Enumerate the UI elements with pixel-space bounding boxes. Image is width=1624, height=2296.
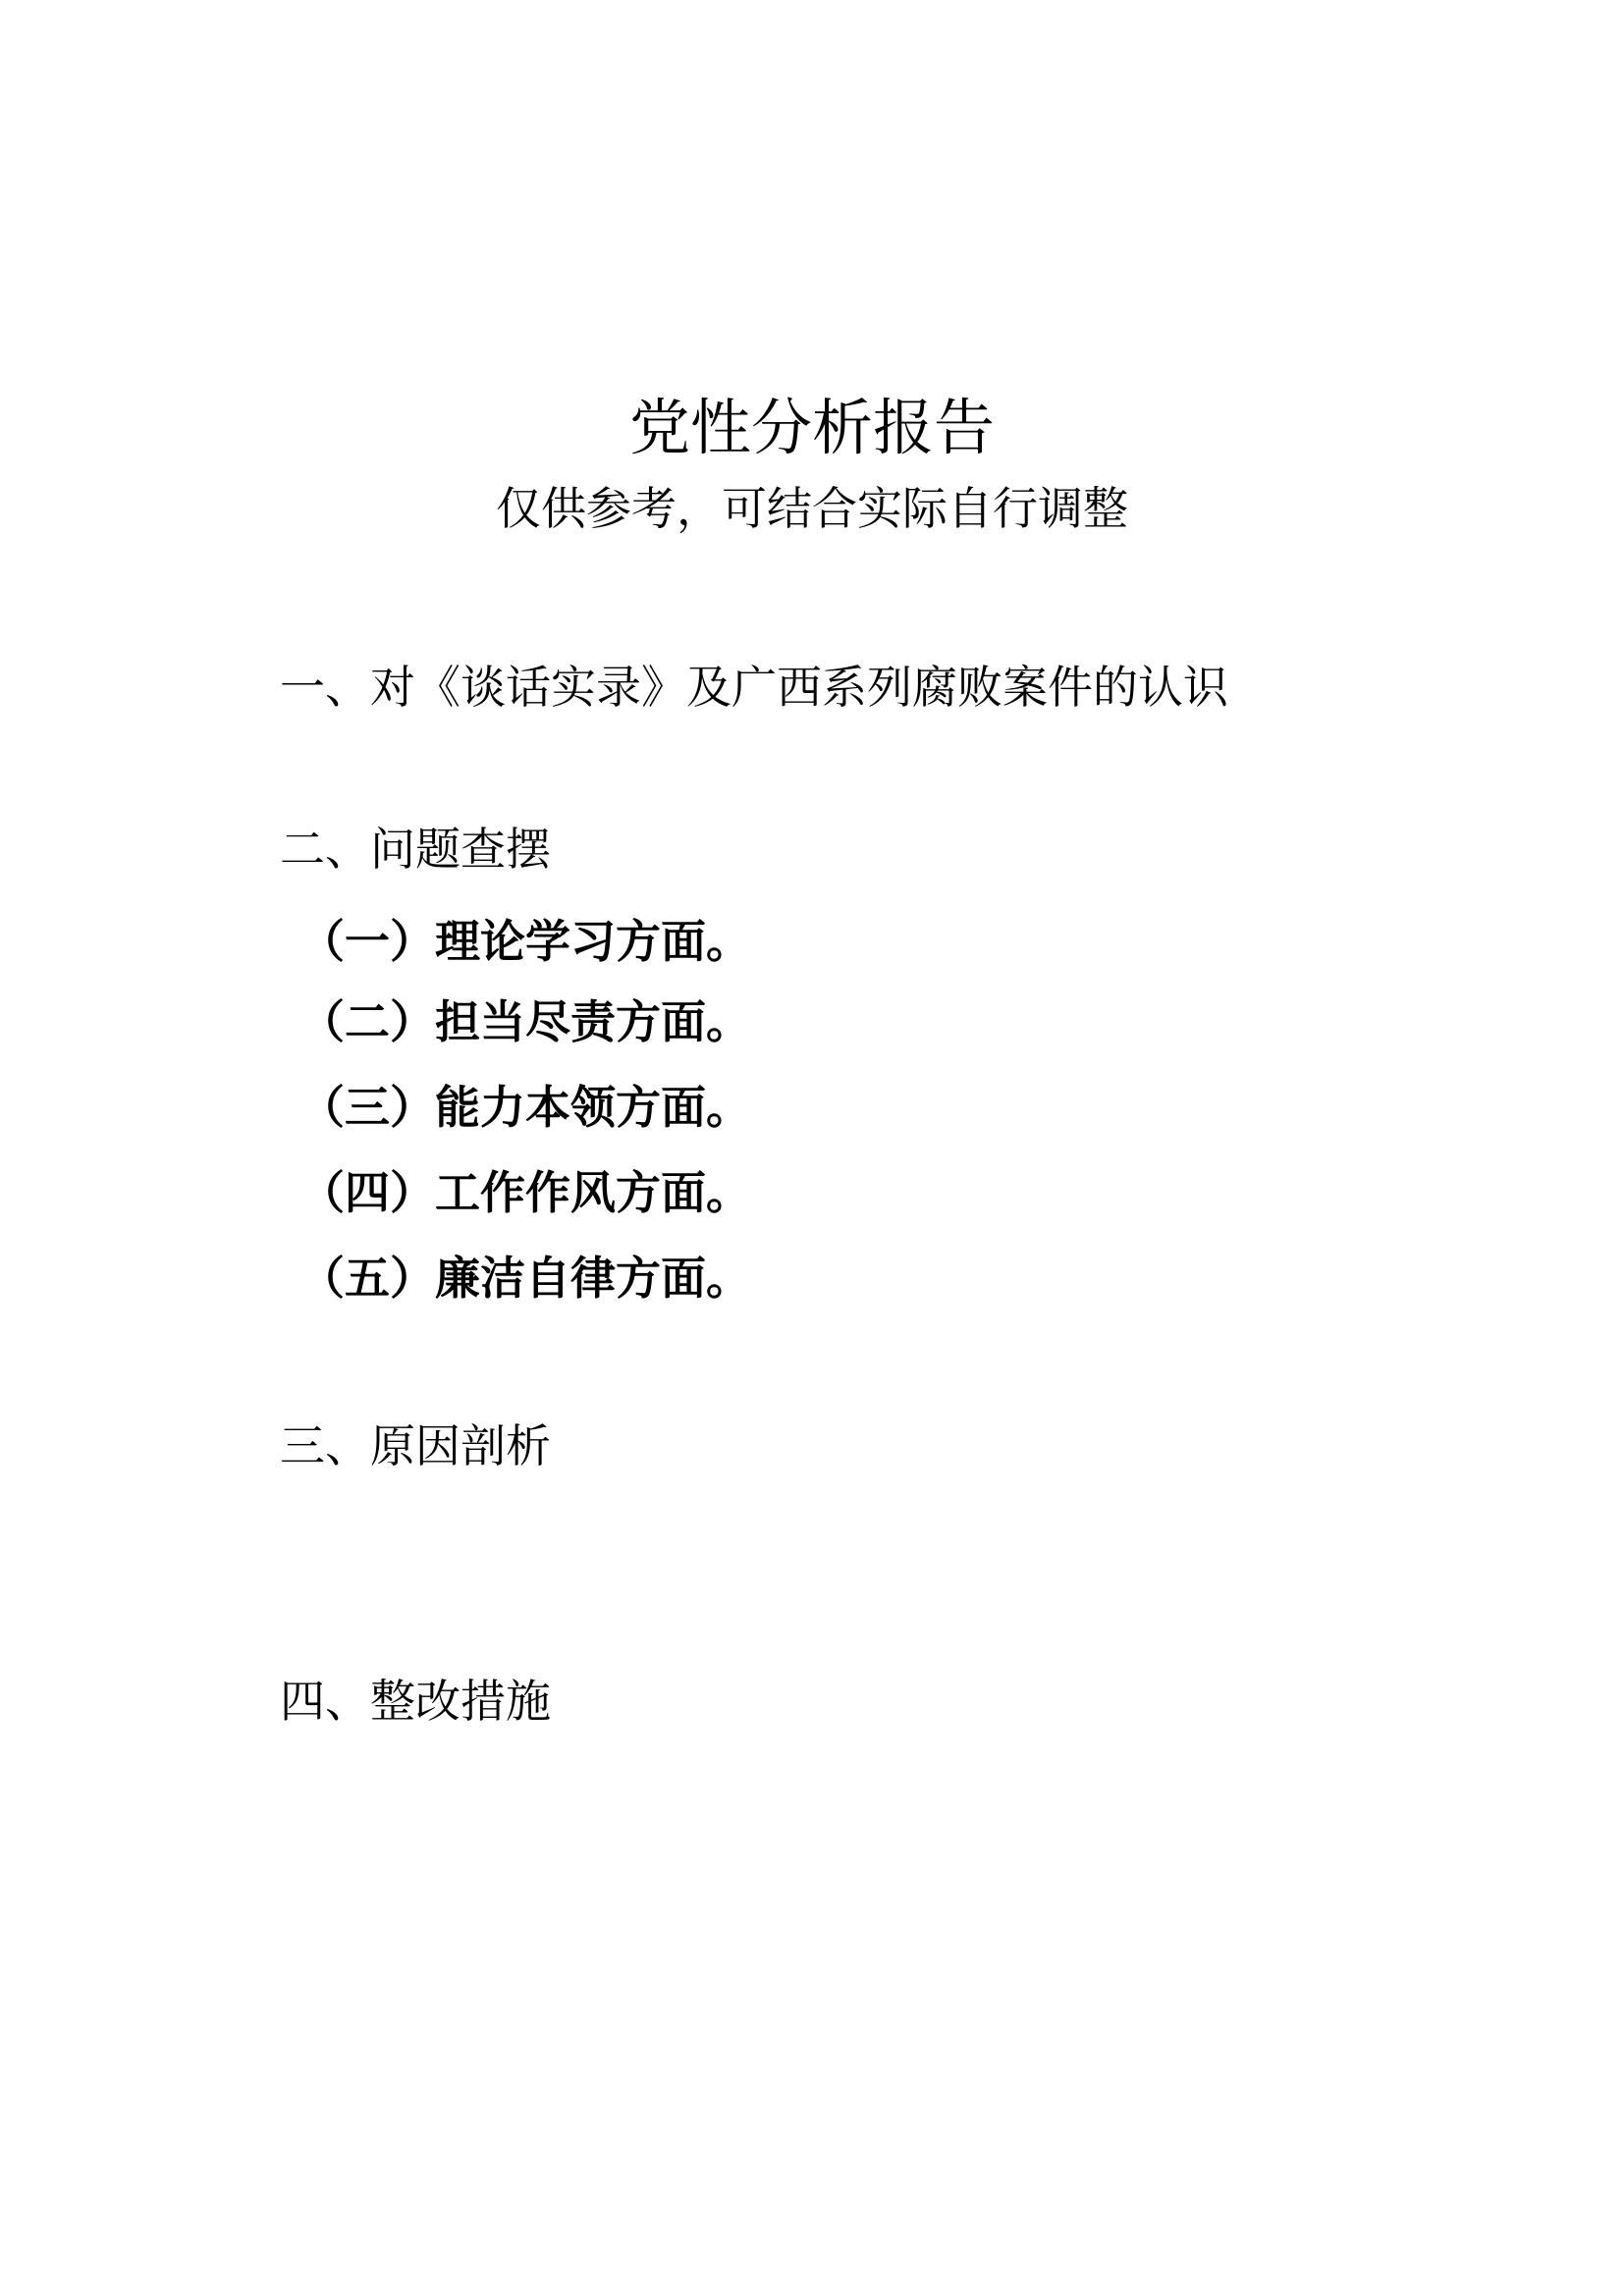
problem-item-theory-study: （一）理论学习方面。 [299, 915, 751, 968]
document-subtitle: 仅供参考，可结合实际自行调整 [496, 482, 1128, 535]
problem-item-integrity: （五）廉洁自律方面。 [299, 1252, 751, 1305]
problem-item-capability: （三）能力本领方面。 [299, 1081, 751, 1134]
document-title: 党性分析报告 [628, 392, 995, 463]
section-heading-rectification: 四、整改措施 [280, 1675, 551, 1728]
problem-item-work-style: （四）工作作风方面。 [299, 1166, 751, 1219]
section-heading-cause-analysis: 三、原因剖析 [280, 1419, 551, 1472]
section-heading-problems: 二、问题查摆 [280, 823, 551, 876]
section-heading-understanding: 一、对《谈话实录》及广西系列腐败案件的认识 [280, 661, 1228, 714]
problem-item-responsibility: （二）担当尽责方面。 [299, 995, 751, 1048]
